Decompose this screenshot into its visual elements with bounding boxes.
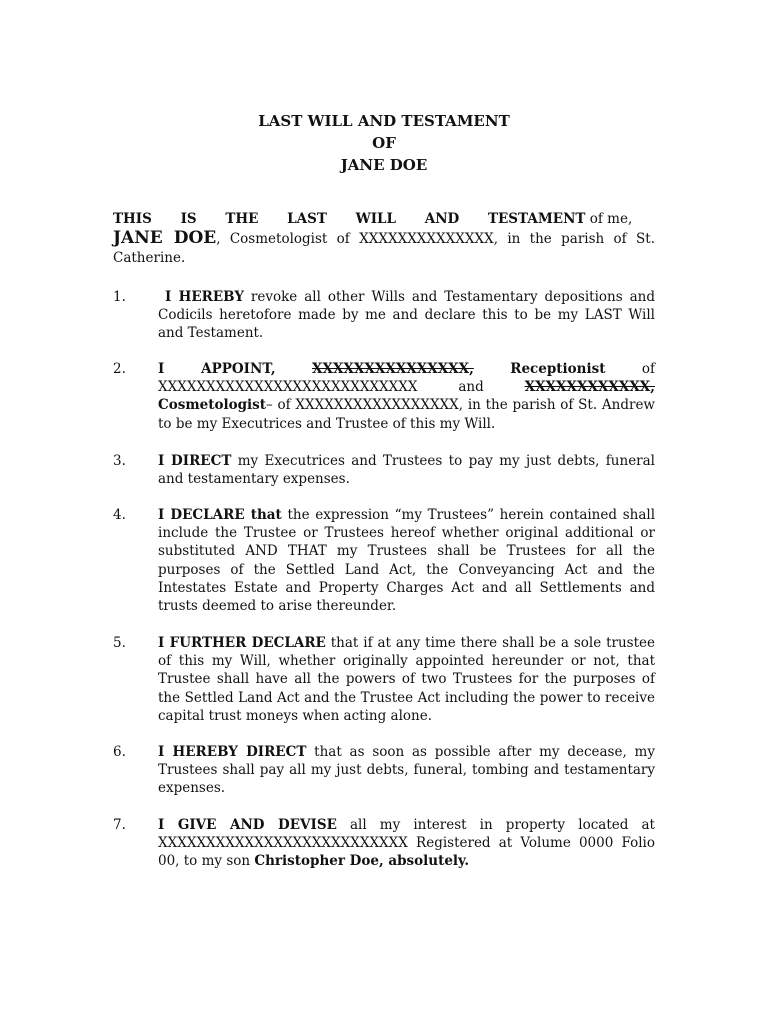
testator-name: JANE DOE	[113, 228, 217, 248]
clause-lead: I FURTHER DECLARE	[158, 635, 326, 651]
clause-body	[158, 743, 655, 798]
clause-number: 5.	[113, 635, 126, 651]
role-cosmetologist: Cosmetologist	[158, 397, 266, 414]
intro-paragraph	[113, 210, 655, 268]
clause-lead: I APPOINT,	[158, 361, 276, 377]
clause-number: 4.	[113, 507, 126, 523]
clause-lead: I DIRECT	[158, 453, 232, 469]
title-line-2: OF	[372, 134, 396, 152]
clause-body	[158, 506, 655, 615]
clause-number: 6.	[113, 744, 126, 760]
title-line-3: JANE DOE	[340, 156, 428, 174]
clause-text: my Executrices and Trustees to pay my just debts, funeral and testamentary expenses.	[158, 453, 655, 488]
clause-body	[158, 452, 655, 488]
clause-number: 2.	[113, 361, 126, 377]
clause-text-1: of XXXXXXXXXXXXXXXXXXXXXXXXXXX and	[158, 361, 655, 396]
clause-bequest-recipient: Christopher Doe, absolutely.	[254, 853, 470, 870]
intro-of-me: of me,	[585, 211, 633, 227]
clause-body	[158, 288, 655, 343]
clause-number: 7.	[113, 817, 126, 833]
redacted-name-2: XXXXXXXXXXXX,	[524, 379, 655, 396]
clause-lead: I GIVE AND DEVISE	[158, 817, 337, 833]
clause-lead: I HEREBY	[164, 289, 244, 305]
role-receptionist: Receptionist	[510, 361, 606, 377]
clause-text: revoke all other Wills and Testamentary depositions and Codicils heretofore made by me and declare this to be my LAST Will and Testament.	[158, 289, 655, 342]
clause-text: that if at any time there shall be a sole trustee of this my Will, whether originally appointed hereunder or not, that Trustee shall have all the powers of two Trustees for the purposes of the Settled Land Act and the Trustee Act including the power to receive capital trust moneys when acting alone.	[158, 635, 655, 724]
title-line-1: LAST WILL AND TESTAMENT	[258, 112, 510, 130]
clause-text: all my interest in property located at XXXXXXXXXXXXXXXXXXXXXXXXXX Registered at Volume 0000 Folio 00, to my son	[158, 817, 655, 870]
clause-text: that as soon as possible after my decease, my Trustees shall pay all my just debts, funeral, tombing and testamentary expenses.	[158, 744, 655, 797]
clause-lead: I DECLARE that	[158, 507, 282, 523]
clause-text: the expression “my Trustees” herein contained shall include the Trustee or Trustees hereof whether original additional or substituted AND THAT my Trustees shall be Trustees for all the purposes of the Settled Land Act, the Conveyancing Act and the Intestates Estate and Property Charges Act and all Settlements and trusts deemed to arise thereunder.	[158, 507, 656, 615]
clause-number: 3.	[113, 453, 126, 469]
clause-lead: I HEREBY DIRECT	[158, 744, 307, 760]
clause-number: 1.	[113, 289, 126, 305]
clause-body	[158, 816, 655, 871]
clause-body	[158, 634, 655, 725]
clause-text-2: – of XXXXXXXXXXXXXXXXX, in the parish of St. Andrew to be my Executrices and Trustee of this my Will.	[158, 397, 655, 432]
redacted-name-1: XXXXXXXXXXXXXXX,	[312, 361, 474, 377]
intro-rest: , Cosmetologist of XXXXXXXXXXXXXX, in the parish of St. Catherine.	[113, 231, 655, 266]
intro-lead: THIS IS THE LAST WILL AND TESTAMENT	[113, 211, 586, 227]
document-title	[0, 110, 768, 176]
clause-body	[158, 360, 655, 433]
